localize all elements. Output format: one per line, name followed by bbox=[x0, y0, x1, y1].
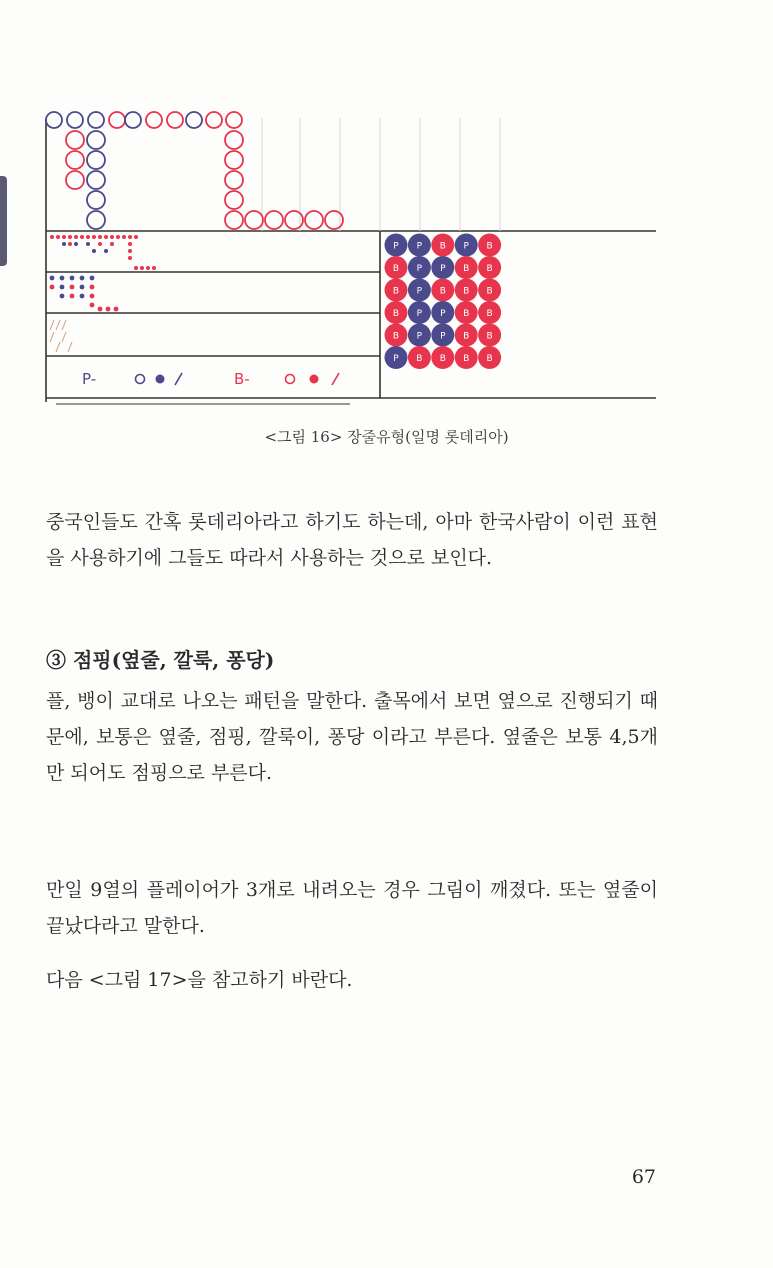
bead-letter: B bbox=[439, 354, 446, 364]
page-number: 67 bbox=[631, 1166, 656, 1188]
figure-frame bbox=[46, 118, 656, 404]
bead-letter: B bbox=[463, 309, 470, 319]
paragraph-1: 중국인들도 간혹 롯데리아라고 하기도 하는데, 아마 한국사람이 이런 표현을 사용하기에 그들도 따라서 사용하는 것으로 보인다. bbox=[46, 511, 658, 570]
section-heading: ③ 점핑(옆줄, 깔룩, 퐁당) bbox=[46, 648, 275, 672]
bead-letter: B bbox=[486, 286, 493, 297]
bead-letter: B bbox=[463, 354, 470, 364]
bead-letter: B bbox=[486, 241, 493, 252]
bead-letter: P bbox=[440, 309, 446, 319]
bead-letter: B bbox=[439, 286, 446, 297]
bead-letter: P bbox=[440, 264, 446, 274]
paragraph-2: 플, 뱅이 교대로 나오는 패턴을 말한다. 출목에서 보면 옆으로 진행되기 때문에, 보통은 옆줄, 점핑, 깔룩이, 퐁당 이라고 부른다. 옆줄은 보통 4,5개만 되어도 점핑으로 부른다. bbox=[46, 690, 658, 785]
bead-letter: B bbox=[463, 264, 470, 274]
scan-edge-mark bbox=[0, 176, 7, 266]
figure-caption: <그림 16> 장줄유형(일명 롯데리아) bbox=[264, 428, 509, 446]
bead-letter: P bbox=[463, 241, 469, 252]
bead-letter: B bbox=[486, 264, 493, 274]
paragraph-3: 만일 9열의 플레이어가 3개로 내려오는 경우 그림이 깨졌다. 또는 옆줄이 끝났다라고 말한다. bbox=[46, 879, 658, 938]
bead-letter: B bbox=[416, 354, 423, 364]
paragraph-4: 다음 <그림 17>을 참고하기 바란다. bbox=[46, 969, 353, 991]
bead-letter: B bbox=[439, 241, 446, 252]
bead-letter: B bbox=[463, 331, 470, 342]
bead-letter: P bbox=[416, 309, 423, 319]
bead-letter: B bbox=[486, 354, 493, 364]
derived-roads bbox=[50, 235, 156, 352]
bead-letter: B bbox=[486, 331, 493, 342]
legend bbox=[82, 370, 339, 388]
bead-letter: B bbox=[463, 286, 470, 297]
bead-letter: B bbox=[392, 286, 400, 297]
legend-player-label: P- bbox=[82, 370, 97, 388]
bead-letter: B bbox=[392, 264, 400, 274]
bead-letter: B bbox=[392, 309, 400, 319]
bead-plate-grid bbox=[385, 234, 502, 370]
figure-16-bead-road-pattern bbox=[0, 0, 773, 420]
bead-letter: P bbox=[416, 264, 423, 274]
bead-letter: P bbox=[416, 286, 423, 297]
bead-letter: B bbox=[392, 331, 400, 342]
big-road bbox=[46, 112, 343, 229]
bead-letter: P bbox=[393, 241, 399, 252]
bead-letter: P bbox=[440, 331, 446, 342]
legend-banker-label: B- bbox=[234, 370, 250, 388]
big-road-grid bbox=[262, 118, 500, 231]
bead-letter: P bbox=[416, 241, 423, 252]
bead-letter: P bbox=[416, 331, 423, 342]
bead-letter: P bbox=[393, 354, 399, 364]
bead-letter: B bbox=[486, 309, 493, 319]
